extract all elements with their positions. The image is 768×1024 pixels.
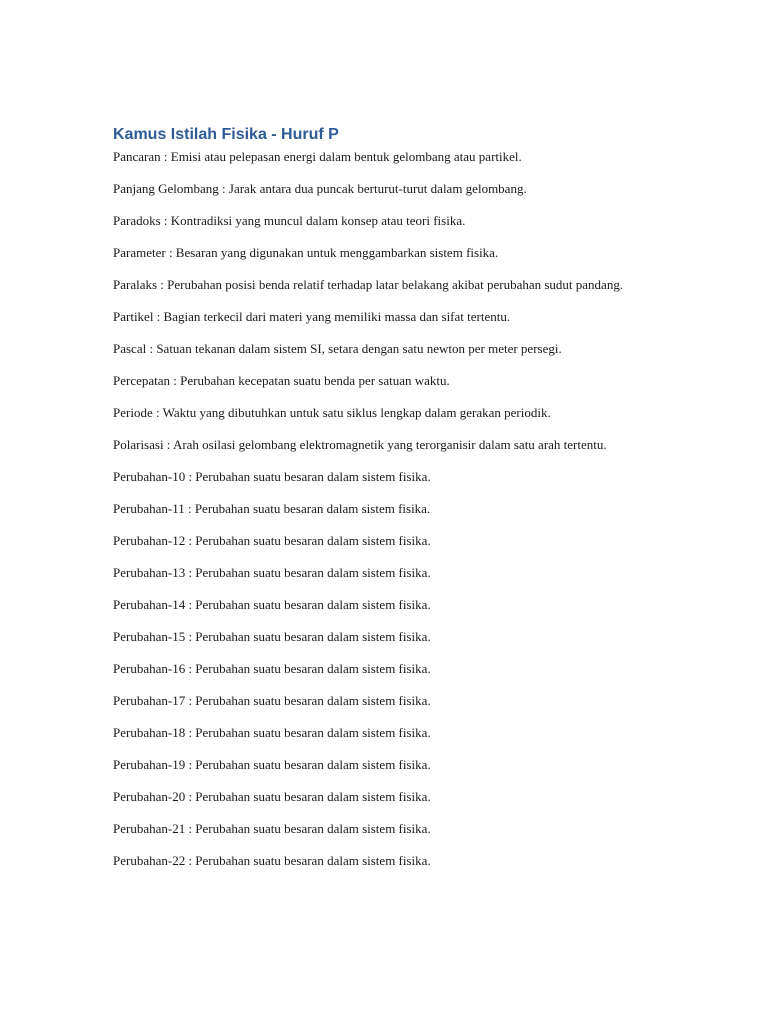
glossary-entry: Perubahan-18 : Perubahan suatu besaran dalam sistem fisika. (113, 725, 431, 740)
glossary-entry: Perubahan-22 : Perubahan suatu besaran dalam sistem fisika. (113, 853, 431, 868)
glossary-entry: Perubahan-21 : Perubahan suatu besaran dalam sistem fisika. (113, 821, 431, 836)
glossary-entry: Periode : Waktu yang dibutuhkan untuk satu siklus lengkap dalam gerakan periodik. (113, 405, 551, 420)
glossary-entry: Perubahan-14 : Perubahan suatu besaran dalam sistem fisika. (113, 597, 431, 612)
glossary-entry: Pancaran : Emisi atau pelepasan energi dalam bentuk gelombang atau partikel. (113, 149, 522, 164)
glossary-entry: Parameter : Besaran yang digunakan untuk menggambarkan sistem fisika. (113, 245, 499, 260)
glossary-entry: Perubahan-20 : Perubahan suatu besaran dalam sistem fisika. (113, 789, 431, 804)
glossary-entry: Panjang Gelombang : Jarak antara dua puncak berturut-turut dalam gelombang. (113, 181, 527, 196)
glossary-entry: Perubahan-11 : Perubahan suatu besaran dalam sistem fisika. (113, 501, 431, 516)
glossary-entry: Paradoks : Kontradiksi yang muncul dalam konsep atau teori fisika. (113, 213, 466, 228)
glossary-entry: Perubahan-10 : Perubahan suatu besaran dalam sistem fisika. (113, 469, 431, 484)
glossary-list (113, 147, 653, 870)
glossary-entry: Percepatan : Perubahan kecepatan suatu benda per satuan waktu. (113, 373, 450, 388)
glossary-entry: Pascal : Satuan tekanan dalam sistem SI, setara dengan satu newton per meter persegi. (113, 341, 562, 356)
document-title: Kamus Istilah Fisika - Huruf P (113, 126, 339, 143)
document-page (113, 124, 653, 883)
glossary-entry: Perubahan-13 : Perubahan suatu besaran dalam sistem fisika. (113, 565, 431, 580)
glossary-entry: Perubahan-19 : Perubahan suatu besaran dalam sistem fisika. (113, 757, 431, 772)
glossary-entry: Partikel : Bagian terkecil dari materi yang memiliki massa dan sifat tertentu. (113, 309, 511, 324)
glossary-entry: Perubahan-17 : Perubahan suatu besaran dalam sistem fisika. (113, 693, 431, 708)
glossary-entry: Polarisasi : Arah osilasi gelombang elektromagnetik yang terorganisir dalam satu arah tertentu. (113, 437, 607, 452)
glossary-entry: Paralaks : Perubahan posisi benda relatif terhadap latar belakang akibat perubahan sudut pandang. (113, 277, 624, 292)
glossary-entry: Perubahan-12 : Perubahan suatu besaran dalam sistem fisika. (113, 533, 431, 548)
glossary-entry: Perubahan-15 : Perubahan suatu besaran dalam sistem fisika. (113, 629, 431, 644)
glossary-entry: Perubahan-16 : Perubahan suatu besaran dalam sistem fisika. (113, 661, 431, 676)
